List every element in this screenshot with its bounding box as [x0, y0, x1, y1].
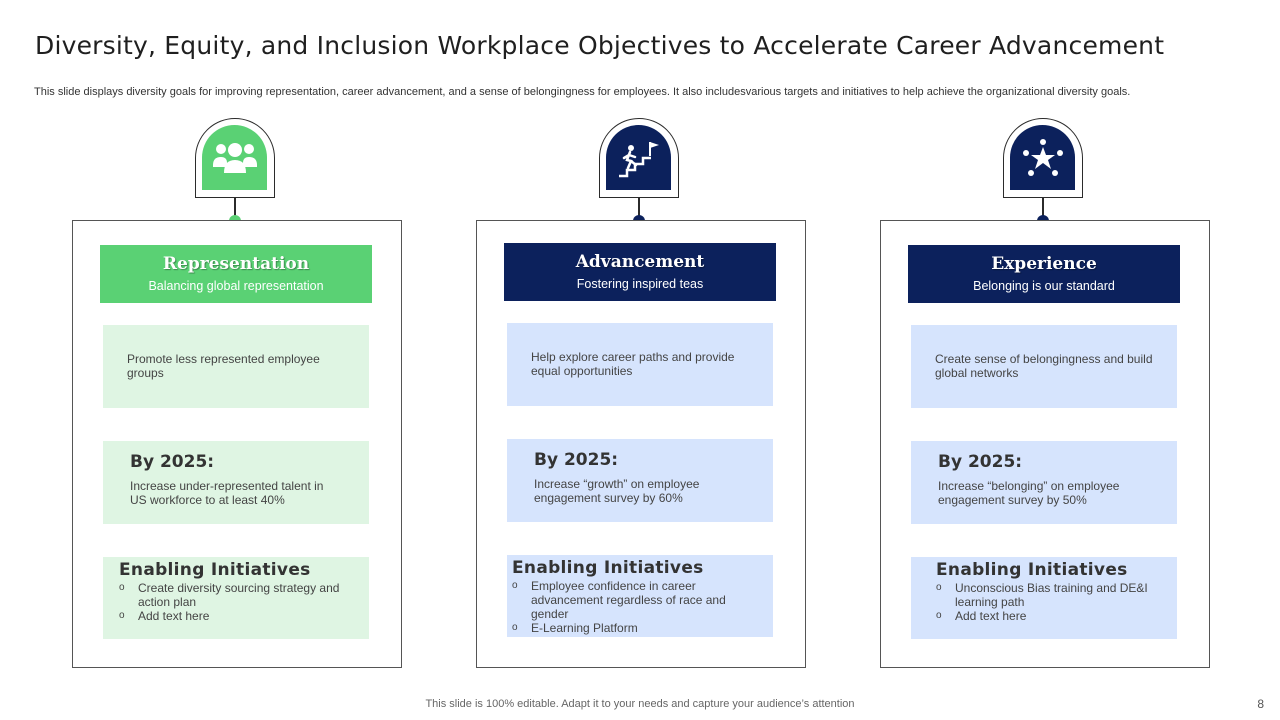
initiative-item: o Create diversity sourcing strategy and action plan — [119, 581, 353, 609]
target-text: Increase “growth” on employee engagement survey by 60% — [534, 477, 700, 505]
page-number: 8 — [1257, 697, 1264, 711]
advancement-card — [476, 220, 806, 668]
initiatives-box — [103, 557, 369, 639]
target-box — [103, 441, 369, 524]
target-text: Increase “belonging” on employee engagement survey by 50% — [938, 479, 1120, 507]
advancement-header — [504, 243, 776, 301]
initiative-item: o E-Learning Platform — [512, 621, 757, 635]
objective-box — [507, 323, 773, 406]
column-subheading: Balancing global representation — [148, 279, 324, 293]
slide-subtitle: This slide displays diversity goals for improving representation, career advancement, and a sense of belongingness for employees. It also includesvarious targets and initiatives to help achieve the organizational diversity goals. — [34, 86, 1131, 98]
objective-box — [911, 325, 1177, 408]
column-heading: Experience — [991, 254, 1097, 274]
climbing-stairs-flag-icon — [617, 138, 661, 178]
team-star-icon — [1021, 138, 1065, 178]
objective-text: Create sense of belongingness and build global networks — [935, 352, 1153, 380]
representation-badge — [195, 118, 275, 198]
objective-box — [103, 325, 369, 408]
experience-column — [880, 118, 1210, 670]
initiative-item: o Add text here — [119, 609, 353, 623]
target-label: By 2025: — [130, 452, 215, 472]
advancement-badge — [599, 118, 679, 198]
slide-title: Diversity, Equity, and Inclusion Workplace Objectives to Accelerate Career Advancement — [35, 31, 1165, 60]
experience-badge — [1003, 118, 1083, 198]
column-heading: Advancement — [575, 252, 705, 272]
slide-footer: This slide is 100% editable. Adapt it to your needs and capture your audience’s attention — [425, 698, 855, 710]
group-people-icon — [211, 141, 259, 175]
initiative-item: o Employee confidence in career advancement regardless of race and gender — [512, 579, 757, 621]
initiative-item: o Add text here — [936, 609, 1161, 623]
initiatives-box — [911, 557, 1177, 639]
representation-card — [72, 220, 402, 668]
column-subheading: Fostering inspired teas — [576, 277, 704, 291]
experience-header — [908, 245, 1180, 303]
initiatives-box — [507, 555, 773, 637]
initiatives-label: Enabling Initiatives — [512, 558, 704, 578]
initiatives-label: Enabling Initiatives — [119, 560, 311, 580]
target-box — [911, 441, 1177, 524]
initiatives-label: Enabling Initiatives — [936, 560, 1128, 580]
target-text: Increase under-represented talent in US workforce to at least 40% — [130, 479, 324, 507]
target-box — [507, 439, 773, 522]
objective-text: Promote less represented employee groups — [127, 352, 320, 380]
target-label: By 2025: — [938, 452, 1023, 472]
initiative-item: o Unconscious Bias training and DE&I learning path — [936, 581, 1161, 609]
objective-text: Help explore career paths and provide equal opportunities — [531, 350, 735, 378]
column-heading: Representation — [162, 254, 310, 274]
representation-column — [72, 118, 402, 670]
representation-header — [100, 245, 372, 303]
advancement-column — [476, 118, 806, 670]
target-label: By 2025: — [534, 450, 619, 470]
experience-card — [880, 220, 1210, 668]
column-subheading: Belonging is our standard — [973, 279, 1115, 293]
